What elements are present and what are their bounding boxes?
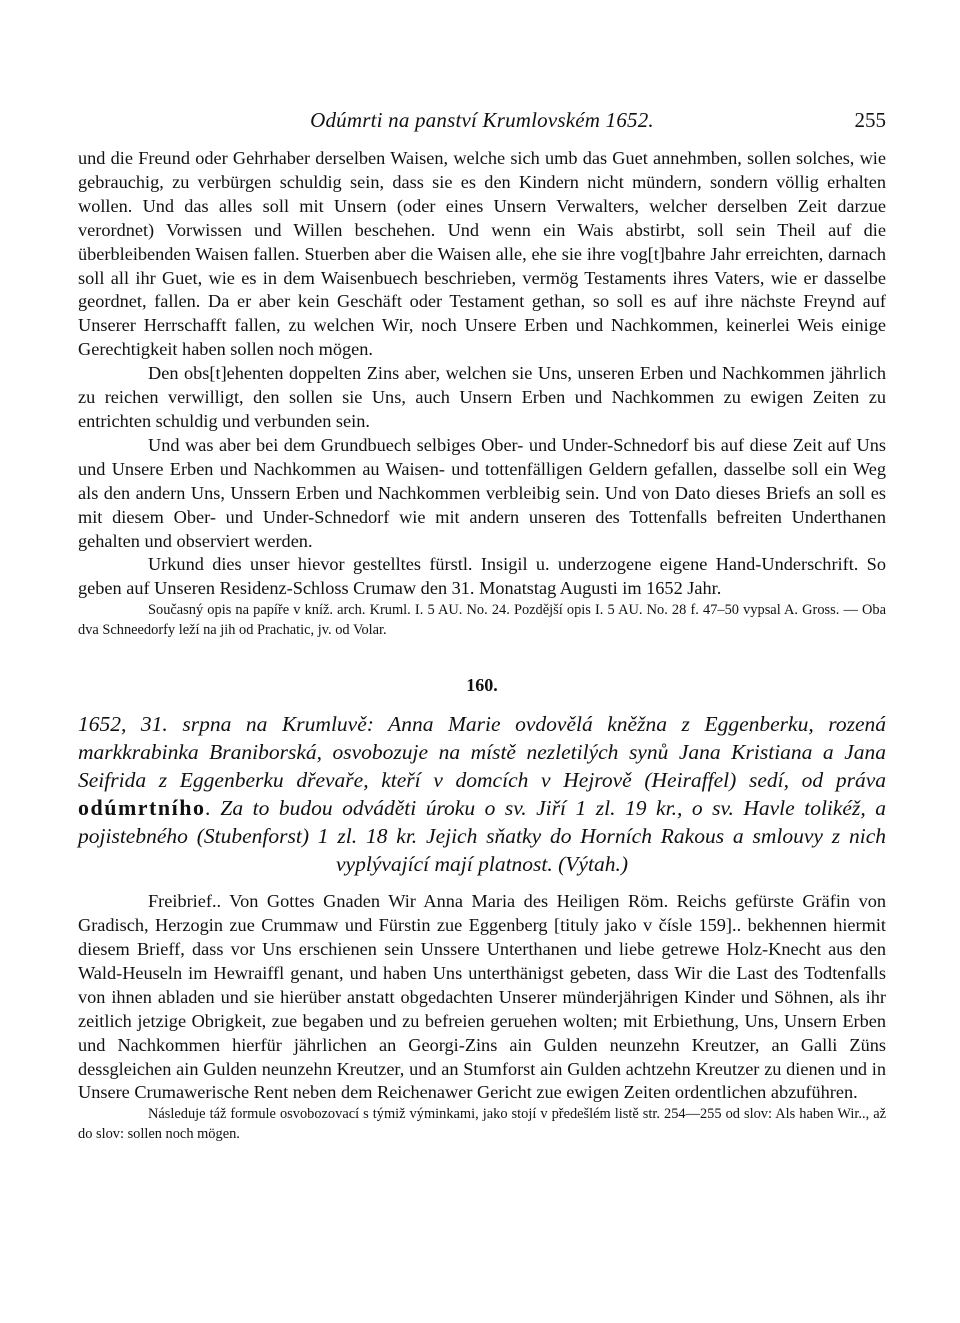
source-note: Současný opis na papíře v kníž. arch. Kruml. I. 5 AU. No. 24. Pozdější opis I. 5 AU. No. 28 f. 47–50 vypsal A. Gross. — Oba dva Schneedorfy leží na jih od Prachatic, jv. od Volar.	[78, 602, 886, 638]
running-head	[78, 108, 886, 136]
running-title: Odúmrti na panství Krumlovském 1652.	[310, 108, 654, 132]
page-number: 255	[854, 108, 886, 132]
paragraph-grundbuech: Und was aber bei dem Grundbuech selbiges Ober- und Under-Schnedorf bis auf diese Zeit auf Uns und Unsere Erben und Nachkommen au Waisen- und tottenfälligen Geldern gefallen, dasselbe soll ein Weg als den andern Uns, Unssern Erben und Nachkommen verbleibig sein. Und von Dato dieses Briefs an soll es mit diesem Ober- und Under-Schnedorf wie mit andern unseren des Tottenfalls befreiten Underthanen gehalten und observiert werden.	[78, 434, 886, 551]
paragraph-freibrief: Freibrief.. Von Gottes Gnaden Wir Anna Maria des Heiligen Röm. Reichs gefürste Gräfin von Gradisch, Herzogin zue Crummaw und Fürstin zue Eggenberg [tituly jako v čísle 159].. bekhennen hiermit diesem Brieff, dass vor Uns erschienen sein Unssere Unterthanen und liebe getrewe Holz-Knecht aus den Wald-Heuseln im Hewraiffl genant, und haben Uns unterthänigst gebeten, dass Wir die Last des Todtenfalls von ihnen abladen und sie hierüber anstatt obgedachten Unserer münderjährigen Kinder und Söhnen, als ihr zeitlich jetzige Obrigkeit, zue begaben und zu befreien geruehen wolten; mit Erbiethung, Uns, Unsern Erben und Nachkommen hierfür jährlichen an Georgi-Zins ain Gulden neunzehn Kreutzer, an Galli Züns dessgleichen ain Gulden neunzehn Kreutzer, und an Stumforst ain Gulden achtzehn Kreutzer zu dienen und in Unsere Crumawerische Rent neben dem Reichenawer Gericht zue ewigen Zeiten ordentlichen abzuführen.	[78, 891, 886, 1103]
section-gap	[78, 640, 886, 674]
regest-summary	[78, 710, 886, 878]
paragraph-urkund: Urkund dies unser hievor gestelltes fürstl. Insigil u. underzogene eigene Hand-Underschrift. So geben auf Unseren Residenz-Schloss Crumaw den 31. Monatstag Augusti im 1652 Jahr.	[78, 554, 886, 599]
regest-emphasis: odúmrtního	[78, 795, 206, 821]
document-number: 160.	[466, 675, 498, 696]
regest-text-end: . Za to budou odváděti úroku o sv. Jiří 1 zl. 19 kr., o sv. Havle tolikéž, a pojistebného (Stubenforst) 1 zl. 18 kr. Jejich sňatky do Horních Rakous a smlouvy z nich vyplývající mají platnost. (Výtah.)	[78, 796, 886, 877]
paragraph-zins: Den obs[t]ehenten doppelten Zins aber, welchen sie Uns, unseren Erben und Nachkommen jährlich zu reichen verwilligt, den sollen sie Uns, auch Unsern Erben und Nachkommen zu ewigen Zeiten zu entrichten schuldig und verbunden sein.	[78, 363, 886, 431]
regest-text-start: 1652, 31. srpna na Krumluvě: Anna Marie ovdovělá kněžna z Eggenberku, rozená markkrabinka Braniborská, osvobozuje na místě nezletilých synů Jana Kristiana a Jana Seifrida z Eggenberku dřevaře, kteří v domcích v Hejrově (Heiraffel) sedí, od práva	[78, 712, 886, 793]
body-text	[78, 147, 886, 1144]
paragraph-continuation: und die Freund oder Gehrhaber derselben Waisen, welche sich umb das Guet annehmben, sollen solches, wie gebrauchig, zu verbürgen schuldig sein, dass sie es den Kindern nicht mündern, sondern völlig erhalten wollen. Und das alles soll mit Unsern (oder eines Unsern Verwalters, welcher derselben Zeit darzue verordnet) Vorwissen und Willen beschehen. Und wenn ein Wais abstirbt, soll sein Theil auf die überbleibenden Waisen fallen. Stuerben aber die Waisen alle, ehe sie ihre vog[t]bahre Jahr erreichten, darnach soll all ihr Guet, wie es in dem Waisenbuech beschrieben, vermög Testaments ihres Vaters, wie er dasselbe geordnet, fallen. Da er aber kein Geschäft oder Testament gethan, so soll es auf ihre nächste Freynd auf Unserer Herrschafft fallen, zu welchen Wir, noch Unsere Erben und Nachkommen, keinerlei Weis einige Gerechtigkeit haben sollen noch mögen.	[78, 148, 886, 360]
closing-note: Následuje táž formule osvobozovací s týmiž výminkami, jako stojí v předešlém listě str. 254—255 od slov: Als haben Wir.., až do slov: sollen noch mögen.	[78, 1106, 886, 1142]
